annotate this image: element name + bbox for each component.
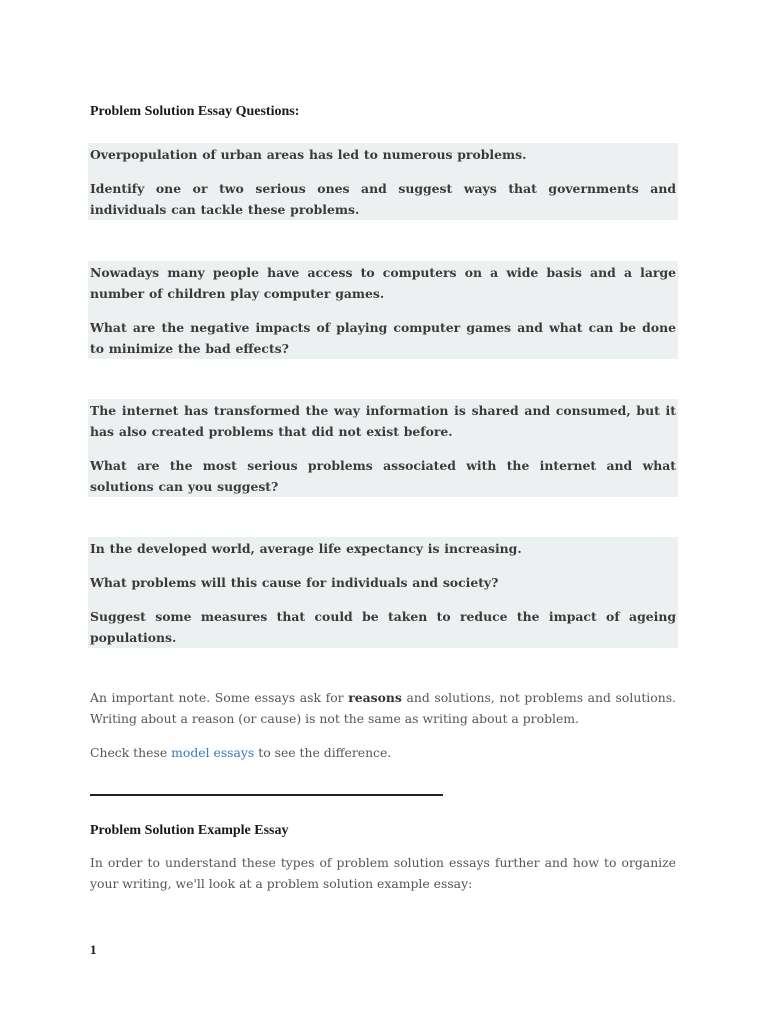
page-title: Problem Solution Essay Questions: [90,104,300,119]
check-text: to see the difference. [254,745,392,760]
question-prompt: What problems will this cause for individuals and society? [90,575,499,590]
question-block-4 [88,537,678,648]
section-divider [90,794,443,796]
check-essays-line [90,742,676,763]
check-text: Check these [90,745,172,760]
question-block-1 [88,143,678,220]
question-statement: In the developed world, average life expectancy is increasing. [90,541,522,556]
question-prompt: Identify one or two serious ones and suggest ways that governments and individuals can tackle these problems. [90,181,676,217]
note-text: An important note. Some essays ask for [90,690,349,705]
question-statement: The internet has transformed the way information is shared and consumed, but it has also created problems that did not exist before. [90,403,676,439]
model-essays-link[interactable]: model essays [171,745,255,760]
question-prompt: What are the most serious problems associated with the internet and what solutions can you suggest? [90,458,676,494]
question-block-2 [88,261,678,359]
important-note [90,687,676,729]
note-text: and solutions, not problems and solutions. Writing about a reason (or cause) is not the same as writing about a problem. [90,690,676,726]
example-heading: Problem Solution Example Essay [90,823,289,838]
example-intro: In order to understand these types of problem solution essays further and how to organize your writing, we'll look at a problem solution example essay: [90,855,676,891]
page-number: 1 [90,942,97,957]
question-prompt: What are the negative impacts of playing computer games and what can be done to minimize the bad effects? [90,320,676,356]
note-emphasis: reasons [348,690,402,705]
question-block-3 [88,399,678,497]
question-prompt: Suggest some measures that could be taken to reduce the impact of ageing populations. [90,609,676,645]
question-statement: Overpopulation of urban areas has led to numerous problems. [90,147,527,162]
question-statement: Nowadays many people have access to computers on a wide basis and a large number of children play computer games. [90,265,676,301]
